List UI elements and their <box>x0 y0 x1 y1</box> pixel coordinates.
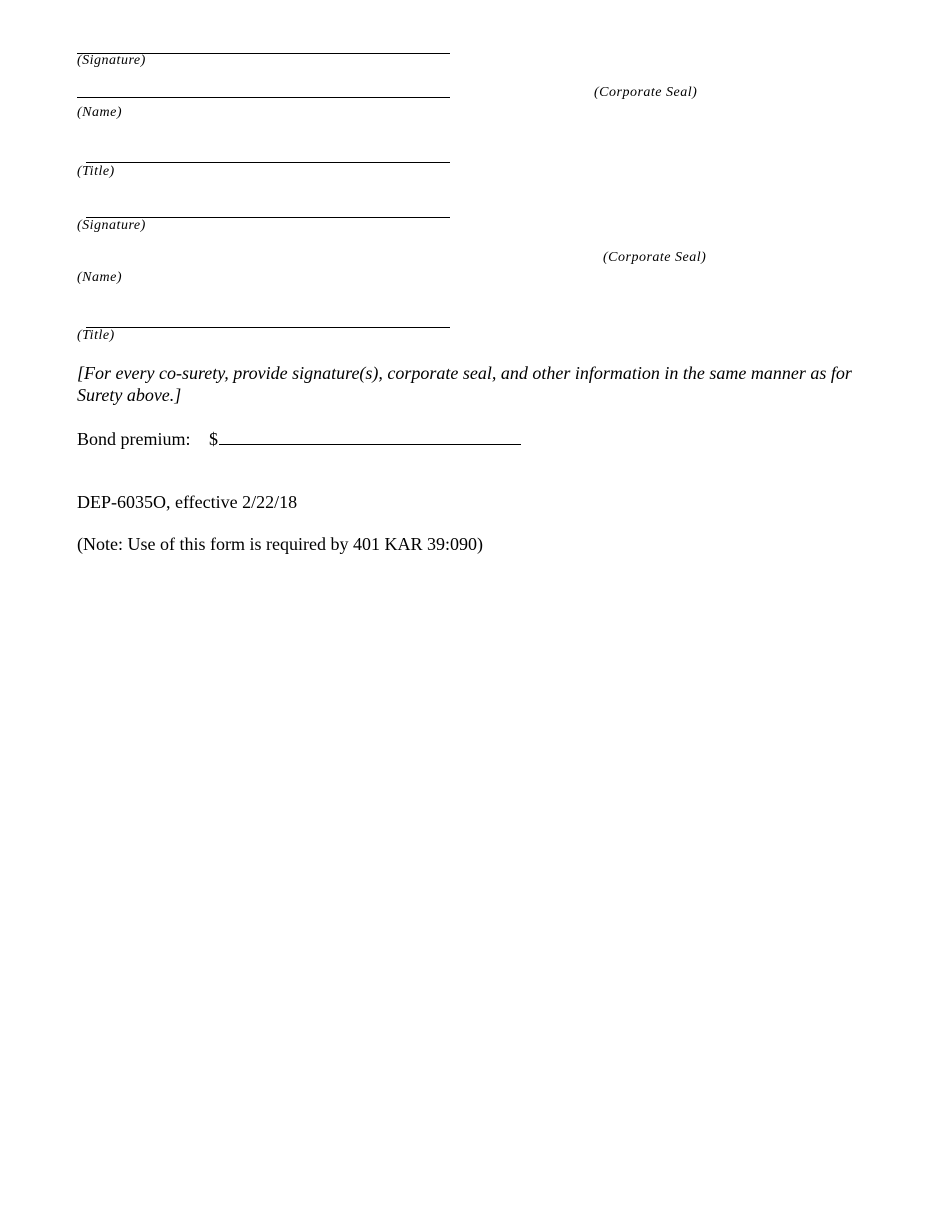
corporate-seal-label-2: (Corporate Seal) <box>603 250 707 265</box>
name-line-1[interactable] <box>77 97 450 98</box>
title-line-1[interactable] <box>86 162 450 163</box>
form-identifier: DEP-6035O, effective 2/22/18 <box>77 492 298 512</box>
name-caption-2: (Name) <box>77 270 122 285</box>
signature-caption-2: (Signature) <box>77 218 146 233</box>
regulation-note: (Note: Use of this form is required by 401 KAR 39:090) <box>77 534 483 554</box>
currency-symbol: $ <box>209 429 218 449</box>
co-surety-instruction: [For every co-surety, provide signature(s), corporate seal, and other information in the same manner as for Surety above.] <box>77 363 852 405</box>
name-caption-1: (Name) <box>77 105 122 120</box>
corporate-seal-label-1: (Corporate Seal) <box>594 85 698 100</box>
signature-caption-1: (Signature) <box>77 53 146 68</box>
title-caption-1: (Title) <box>77 164 115 179</box>
bond-premium-input[interactable] <box>219 444 521 445</box>
title-caption-2: (Title) <box>77 328 115 343</box>
bond-premium-row <box>77 428 521 450</box>
bond-premium-label: Bond premium: <box>77 429 191 449</box>
title-line-2[interactable] <box>86 327 450 328</box>
